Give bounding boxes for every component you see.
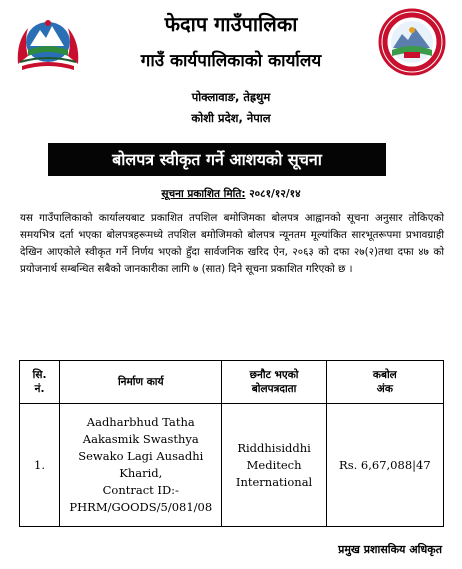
header-bidder: छनौट भएको बोलपत्रदाता — [222, 361, 326, 404]
published-line — [0, 187, 462, 201]
published-date: २०८१/१२/१४ — [249, 188, 301, 200]
office-name: फेदाप गाउँपालिका — [164, 12, 298, 36]
cell-bidder: Riddhisiddhi Meditech International — [222, 404, 326, 527]
bid-result-table — [19, 360, 444, 527]
published-label: सूचना प्रकाशित मिति: — [161, 188, 246, 200]
cell-amount: Rs. 6,67,088|47 — [326, 404, 443, 527]
table-row — [20, 404, 444, 527]
header-amount: कबोल अंक — [326, 361, 443, 404]
table-header-row — [20, 361, 444, 404]
header-work: निर्माण कार्य — [60, 361, 222, 404]
office-type: गाउँ कार्यपालिकाको कार्यालय — [140, 51, 322, 71]
notice-body: यस गाउँपालिकाको कार्यालयबाट प्रकाशित तपशिल बमोजिमका बोलपत्र आह्वानको सूचना अनुसार तोकिएको समयभित्र दर्ता भएका बोलपत्रहरूमध्ये तपशिल बमोजिमको बोलपत्र न्यूनतम मूल्यांकित सारभूतरूपमा प्रभावग्राही देखिन आएकोले स्वीकृत गर्ने निर्णय भएको हुँदा सार्वजनिक खरिद ऐन, २०६३ को दफा २७(२)तथा दफा ४७ को प्रयोजनार्थ सम्बन्धित सबैको जानकारीका लागि ७ (सात) दिने सूचना प्रकाशित गरिएको छ । — [20, 212, 444, 275]
cell-serial: 1. — [20, 404, 60, 527]
notice-title: बोलपत्र स्वीकृत गर्ने आशयको सूचना — [48, 143, 386, 176]
office-province: कोशी प्रदेश, नेपाल — [191, 111, 271, 125]
signatory-title: प्रमुख प्रशासकिय अधिकृत — [338, 543, 442, 556]
office-location: पोक्लावाङ, तेह्रथुम — [191, 90, 271, 104]
header-serial: सि. नं. — [20, 361, 60, 404]
cell-work: Aadharbhud Tatha Aakasmik Swasthya Sewako Lagi Ausadhi Kharid, Contract ID:- PHRM/GOODS/5/081/08 — [60, 404, 222, 527]
